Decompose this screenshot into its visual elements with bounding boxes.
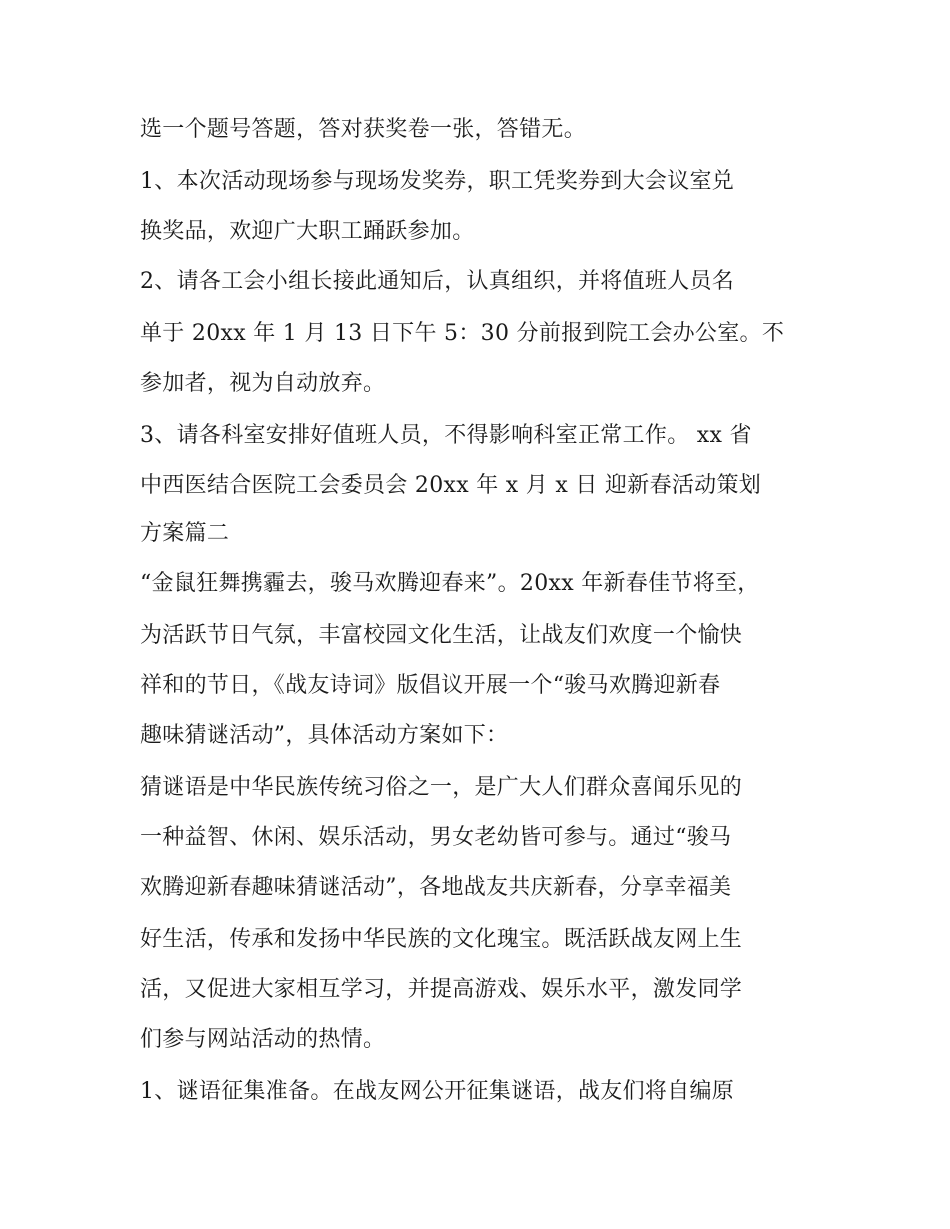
text-line: 们参与网站活动的热情。 [140, 1027, 386, 1052]
text-line: 趣味猜谜活动”，具体活动方案如下： [140, 723, 509, 748]
text-line: 参加者，视为自动放弃。 [140, 371, 386, 396]
text-line: 换奖品，欢迎广大职工踊跃参加。 [140, 219, 475, 244]
text-line: 祥和的节日，《战友诗词》版倡议开展一个“骏马欢腾迎新春 [140, 673, 721, 698]
text-line: 1、本次活动现场参与现场发奖券，职工凭奖券到大会议室兑 [140, 169, 735, 194]
text-line: 3、请各科室安排好值班人员，不得影响科室正常工作。 xx 省 [140, 423, 752, 448]
text-line: “金鼠狂舞携霾去，骏马欢腾迎春来”。20xx 年新春佳节将至， [140, 571, 760, 596]
text-line: 1、谜语征集准备。在战友网公开征集谜语，战友们将自编原 [140, 1079, 735, 1104]
text-line: 2、请各工会小组长接此通知后，认真组织，并将值班人员名 [140, 269, 735, 294]
text-line: 一种益智、休闲、娱乐活动，男女老幼皆可参与。通过“骏马 [140, 825, 732, 850]
text-line: 活，又促进大家相互学习，并提高游戏、娱乐水平，激发同学 [140, 977, 743, 1002]
text-line: 中西医结合医院工会委员会 20xx 年 x 月 x 日 迎新春活动策划 [140, 473, 762, 498]
text-line: 选一个题号答题，答对获奖卷一张，答错无。 [140, 117, 587, 142]
text-line: 为活跃节日气氛，丰富校园文化生活，让战友们欢度一个愉快 [140, 623, 743, 648]
text-line: 猜谜语是中华民族传统习俗之一，是广大人们群众喜闻乐见的 [140, 775, 743, 800]
text-line: 欢腾迎新春趣味猜谜活动”，各地战友共庆新春，分享幸福美 [140, 875, 732, 900]
text-line: 好生活，传承和发扬中华民族的文化瑰宝。既活跃战友网上生 [140, 927, 743, 952]
text-line: 单于 20xx 年 1 月 13 日下午 5：30 分前报到院工会办公室。不 [140, 321, 785, 346]
text-line: 方案篇二 [140, 521, 230, 546]
